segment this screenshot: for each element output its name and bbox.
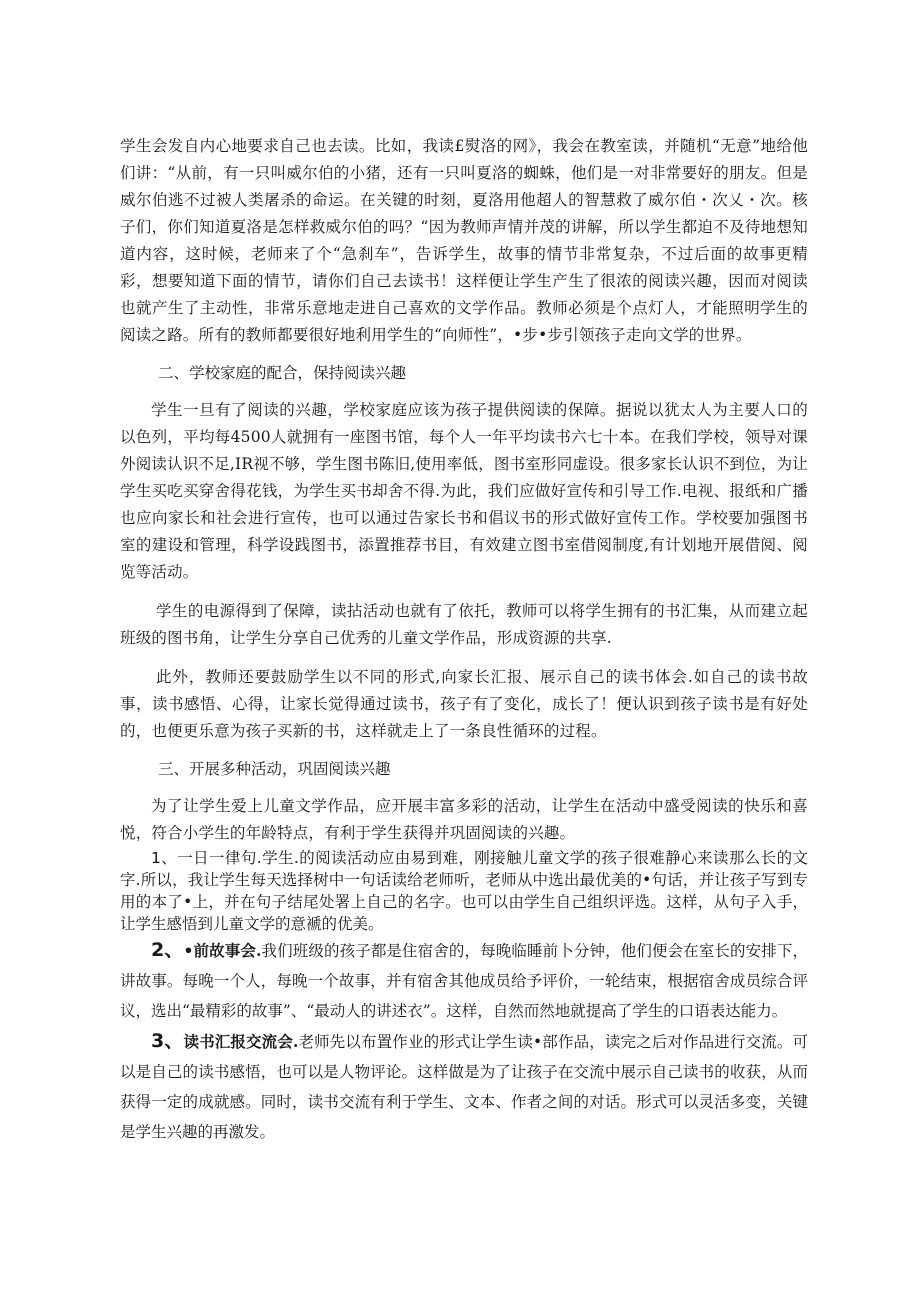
list-item-number: 2、 bbox=[151, 939, 184, 961]
document-page bbox=[120, 133, 808, 1147]
paragraph-activities-intro: 为了让学生爱上儿童文学作品，应开展丰富多彩的活动，让学生在活动中盛受阅读的快乐和喜悦，符合小学生的年龄特点，有利于学生获得并巩固阅读的兴趣。 bbox=[120, 797, 808, 842]
list-item-text: 老师先以布置作业的形式让学生读•部作品，读完之后对作品进行交流。可以是自己的读书感悟，也可以是人物评论。这样做是为了让孩子在交流中展示自己读书的收获，从而获得一定的成就感。同时，读书交流有利于学生、文本、作者之间的对话。形式可以灵活多变，关键是学生兴趣的再激发。 bbox=[120, 1033, 808, 1141]
list-item-reading-exchange bbox=[120, 1026, 808, 1147]
list-item-number: 3、 bbox=[151, 1030, 184, 1052]
section-heading-school-family: 二、学校家庭的配合，保持阅读兴趣 bbox=[158, 364, 407, 382]
list-item-title: 读书汇报交流会. bbox=[183, 1032, 299, 1051]
list-item-bedtime-story bbox=[120, 935, 808, 1026]
section-heading-activities: 三、开展多种活动，巩固阅读兴趣 bbox=[158, 760, 391, 778]
list-item-text: 我们班级的孩子都是住宿舍的，每晚临睡前卜分钟，他们便会在室长的安排下，讲故事。每晚一个人，每晚一个故事，并有宿舍其他成员给予评价，一轮结束，根据宿舍成员综合评议，选出“最精彩的故事”、“最动人的讲述衣”。这样，自然而然地就提高了学生的口语表达能力。 bbox=[120, 942, 808, 1020]
paragraph-class-library: 学生的电源得到了保障，读拈活动也就有了依托，教师可以将学生拥有的书汇集，从而建立起班级的图书角，让学生分享自己优秀的儿童文学作品，形成资源的共享. bbox=[120, 602, 808, 647]
paragraph-reading-support: 学生一旦有了阅读的兴趣，学校家庭应该为孩子提供阅读的保障。据说以犹太人为主要人口的以色列，平均每4500人就拥有一座图书馆，每个人一年平均读书六七十本。在我们学校，领导对课外阅读认识不足,IR视不够，学生图书陈旧,使用率低，图书室形同虚设。很多家长认识不到位，为让学生买吃买穿舍得花钱，为学生买书却舍不得.为此，我们应做好宣传和引导工作.电视、报纸和广播也应向家长和社会进行宣传，也可以通过告家长书和倡议书的形式做好宣传工作。学校要加强图书室的建设和管理，科学设践图书，添置推荐书目，有效建立图书室借阅制度,有计划地开展借阅、阅览等活动。 bbox=[120, 401, 808, 581]
paragraph-story-reading: 学生会发自内心地要求自己也去读。比如，我读£熨洛的网》，我会在教室读，并随机“无意”地给他们讲：“从前，有一只叫威尔伯的小猪，还有一只叫夏洛的蜘蛛，他们是一对非常要好的朋友。但是威尔伯逃不过被人类屠杀的命运。在关键的时刻，夏洛用他超人的智慧救了威尔伯・次乂・次。核子们，你们知道夏洛是怎样救威尔伯的吗？“因为教师声情并茂的讲解，所以学生都迫不及待地想知道内容，这时候，老师来了个“急刹车”，告诉学生，故事的情节非常复杂，不过后面的故事更精彩，想要知道下面的情节，请你们自己去读书！这样便让学生产生了很浓的阅读兴趣，因而对阅读也就产生了主动性，非常乐意地走进自己喜欢的文学作品。教师必须是个点灯人，才能照明学生的阅读之路。所有的教师都要很好地利用学生的“向师性”，•步•步引领孩子走向文学的世界。 bbox=[120, 137, 808, 344]
paragraph-parent-report: 此外，教师还要鼓励学生以不同的形式,向家长汇报、展示自己的读书体会.如自己的读书故事，读书感悟、心得，让家长觉得通过读书，孩子有了变化，成长了！便认识到孩子读书是有好处的，也便更乐意为孩子买新的书，这样就走上了一条良性循环的过程。 bbox=[120, 668, 808, 740]
list-item-title: •前故事会. bbox=[183, 941, 262, 960]
list-item-daily-sentence bbox=[120, 847, 808, 935]
list-item-text: 一日一律句.学生.的阅读活动应由易到难，刚接触儿童文学的孩子很难静心来读那么长的文字.所以，我让学生每天选择树中一句话读给老师听，老师从中选出最优美的•句话，并让孩子写到专用的本了•上，并在句子结尾处署上自己的名字。也可以由学生自己组织评选。这样，从句子入手，让学生感悟到儿童文学的意褫的优美。 bbox=[120, 849, 808, 933]
list-item-number: 1、 bbox=[151, 849, 178, 867]
